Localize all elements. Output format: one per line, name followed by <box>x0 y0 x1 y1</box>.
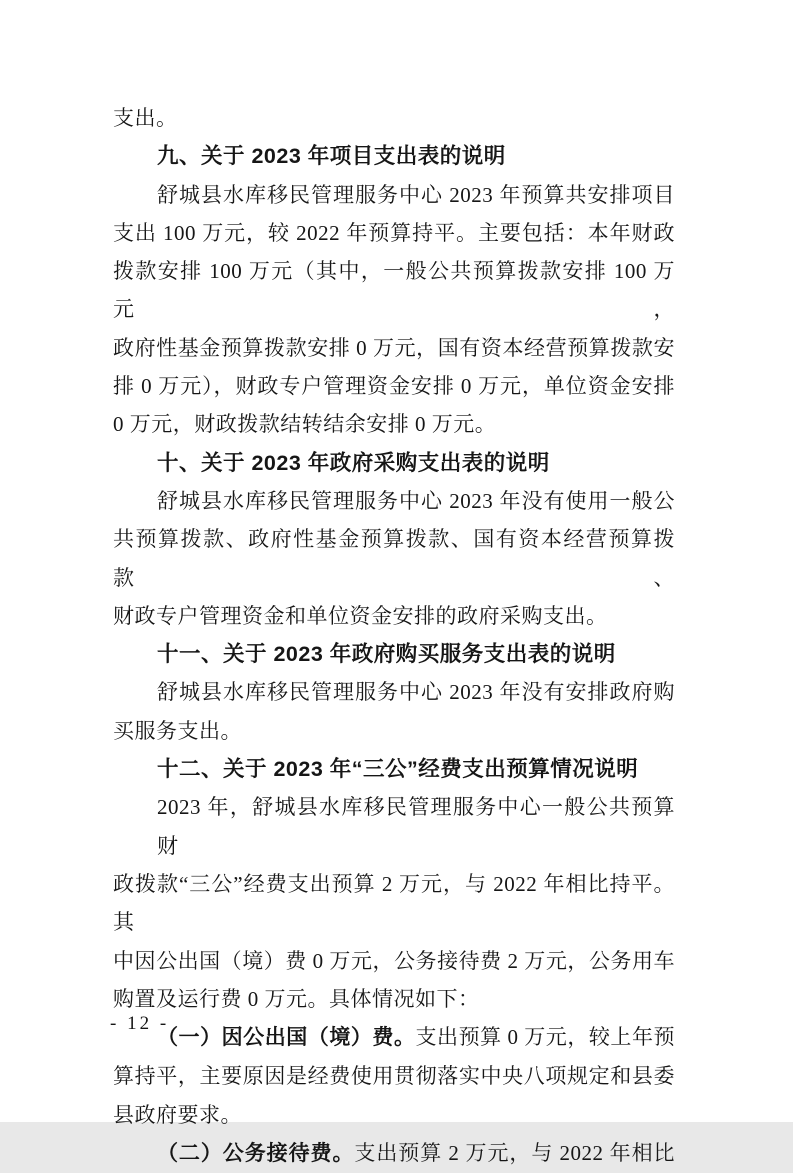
text-line <box>113 482 675 520</box>
text-run: 支出。 <box>113 106 178 130</box>
text-line <box>113 176 675 214</box>
text-line <box>113 1057 675 1095</box>
text-run: 舒城县水库移民管理服务中心 2023 年没有安排政府购 <box>157 680 675 705</box>
text-line <box>113 597 675 635</box>
text-run: 支出预算 0 万元，较上年预 <box>415 1025 675 1050</box>
text-line <box>113 214 675 252</box>
text-run: 政府性基金预算拨款安排 0 万元，国有资本经营预算拨款安 <box>113 335 675 360</box>
text-line <box>113 520 675 597</box>
page-number: - 12 - <box>110 1013 170 1034</box>
text-line <box>113 1134 675 1173</box>
text-run: 2023 年，舒城县水库移民管理服务中心一般公共预算财 <box>157 795 675 858</box>
text-line <box>113 788 675 865</box>
section-heading: 十、关于 2023 年政府采购支出表的说明 <box>157 450 550 475</box>
bold-text-run: （一）因公出国（境）费。 <box>157 1026 416 1050</box>
text-line <box>113 865 675 942</box>
text-line <box>113 1018 675 1057</box>
text-run: 中因公出国（境）费 0 万元，公务接待费 2 万元，公务用车 <box>113 948 675 973</box>
document-body <box>113 99 675 1173</box>
bold-text-run: （二）公务接待费。 <box>157 1142 355 1166</box>
text-line <box>113 252 675 329</box>
text-run: 政拨款“三公”经费支出预算 2 万元，与 2022 年相比持平。其 <box>113 871 675 935</box>
text-line <box>113 405 675 443</box>
text-run: 舒城县水库移民管理服务中心 2023 年预算共安排项目 <box>157 182 675 207</box>
text-run: 支出 100 万元，较 2022 年预算持平。主要包括：本年财政 <box>113 220 675 245</box>
text-line <box>113 673 675 711</box>
text-run: 买服务支出。 <box>113 718 242 743</box>
section-heading: 九、关于 2023 年项目支出表的说明 <box>157 144 506 169</box>
text-run: 财政专户管理资金和单位资金安排的政府采购支出。 <box>113 603 608 628</box>
text-line <box>113 980 675 1018</box>
text-run: 算持平，主要原因是经费使用贯彻落实中央八项规定和县委 <box>113 1064 675 1089</box>
text-run: 共预算拨款、政府性基金预算拨款、国有资本经营预算拨款、 <box>113 527 675 590</box>
text-run: 拨款安排 100 万元（其中，一般公共预算拨款安排 100 万元， <box>113 259 675 322</box>
text-line <box>113 329 675 367</box>
text-run: 购置及运行费 0 万元。具体情况如下： <box>113 986 480 1011</box>
text-run: 县政府要求。 <box>113 1102 242 1127</box>
text-line <box>113 712 675 750</box>
text-run: 0 万元，财政拨款结转结余安排 0 万元。 <box>113 412 497 437</box>
text-line <box>113 942 675 980</box>
section-heading: 十二、关于 2023 年“三公”经费支出预算情况说明 <box>157 757 639 782</box>
text-line <box>113 367 675 405</box>
text-run: 排 0 万元），财政专户管理资金安排 0 万元，单位资金安排 <box>113 374 675 399</box>
text-line <box>113 1096 675 1134</box>
text-run: 舒城县水库移民管理服务中心 2023 年没有使用一般公 <box>157 488 675 513</box>
text-line <box>113 99 675 137</box>
text-run: 支出预算 2 万元，与 2022 年相比 <box>354 1141 676 1166</box>
section-heading: 十一、关于 2023 年政府购买服务支出表的说明 <box>157 642 616 667</box>
